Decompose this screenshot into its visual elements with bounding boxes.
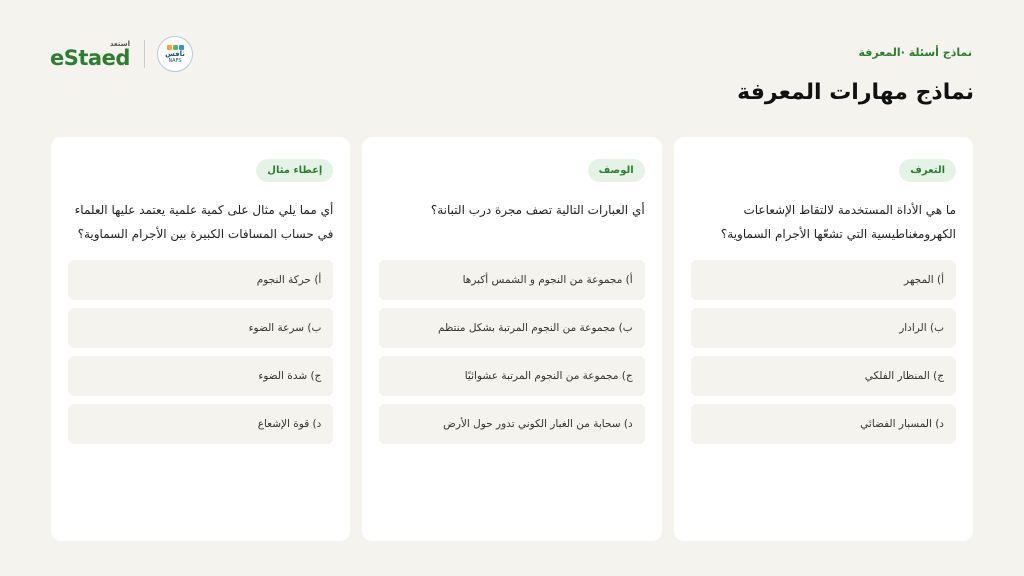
answer-option[interactable]: ج) مجموعة من النجوم المرتبة عشوائيًا — [379, 356, 644, 396]
answer-option[interactable]: ج) شدة الضوء — [68, 356, 333, 396]
estaed-logo — [50, 36, 132, 72]
logo-divider — [144, 40, 145, 68]
estaed-logo-word: eStaed — [50, 46, 130, 70]
question-card-description — [362, 137, 661, 541]
answer-option[interactable]: د) قوة الإشعاع — [68, 404, 333, 444]
nafs-logo-arabic: نافس — [165, 49, 185, 58]
answer-options — [68, 260, 333, 444]
answer-option[interactable]: أ) حركة النجوم — [68, 260, 333, 300]
answer-option[interactable]: أ) المجهر — [691, 260, 956, 300]
answer-option[interactable]: ب) الرادار — [691, 308, 956, 348]
nafs-logo — [157, 36, 193, 72]
nafs-logo-english: NAFS — [168, 57, 182, 64]
answer-options — [379, 260, 644, 444]
answer-option[interactable]: ج) المنظار الفلكي — [691, 356, 956, 396]
answer-option[interactable]: د) سحابة من الغبار الكوني تدور حول الأرض — [379, 404, 644, 444]
question-card-example — [51, 137, 350, 541]
logos — [50, 36, 193, 72]
question-text: أي العبارات التالية تصف مجرة درب التبانة؟ — [430, 203, 645, 217]
answer-options — [691, 260, 956, 444]
answer-option[interactable]: ب) سرعة الضوء — [68, 308, 333, 348]
answer-option[interactable]: أ) مجموعة من النجوم و الشمس أكبرها — [379, 260, 644, 300]
page-title: نماذج مهارات المعرفة — [737, 80, 974, 105]
question-text: ما هي الأداة المستخدمة لالتقاط الإشعاعات الكهرومغناطيسية التي تشعّها الأجرام السماوية؟ — [720, 203, 956, 241]
question-cards — [51, 137, 973, 541]
skill-badge: إعطاء مثال — [256, 159, 333, 182]
skill-badge: التعرف — [899, 159, 956, 182]
question-text: أي مما يلي مثال على كمية علمية يعتمد عليها العلماء في حساب المسافات الكبيرة بين الأجرام السماوية؟ — [74, 203, 334, 241]
estaed-logo-arabic: استعد — [109, 40, 130, 48]
answer-option[interactable]: ب) مجموعة من النجوم المرتبة بشكل منتظم — [379, 308, 644, 348]
skill-badge: الوصف — [588, 159, 645, 182]
breadcrumb: نماذج أسئلة ·المعرفة — [858, 46, 972, 59]
nafs-logo-mark — [167, 45, 184, 50]
answer-option[interactable]: د) المسبار الفضائي — [691, 404, 956, 444]
question-card-recognition — [674, 137, 973, 541]
